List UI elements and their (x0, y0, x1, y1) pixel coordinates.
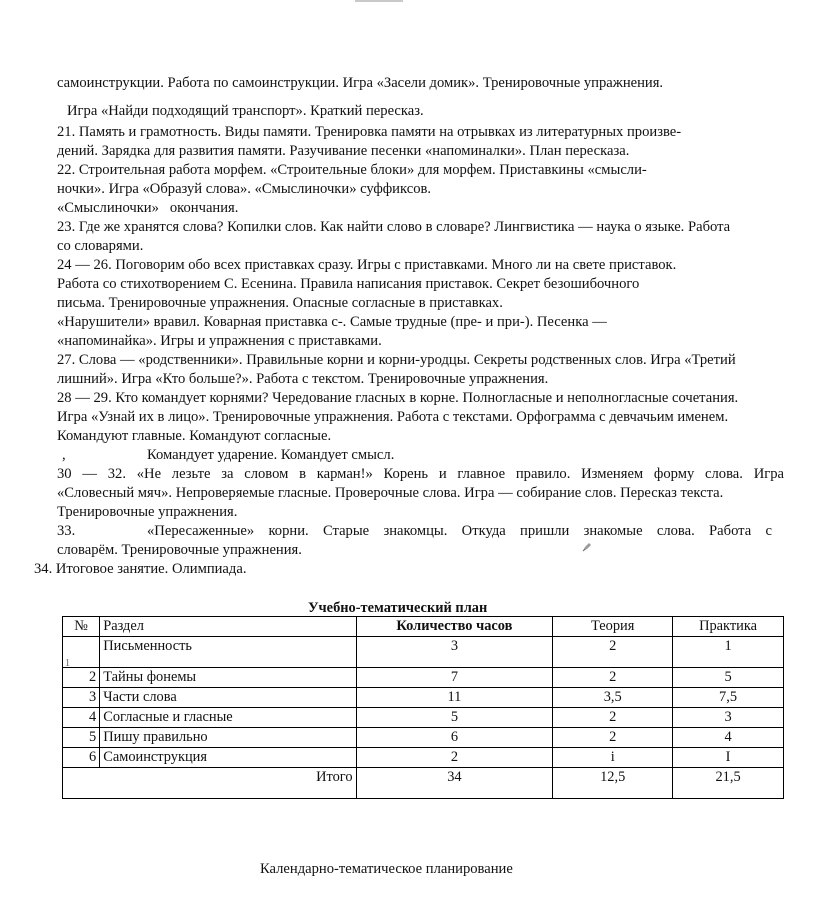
text-line-18: Игра «Узнай их в лицо». Тренировочные упражнения. Работа с текстами. Орфограмма с девчачьим именем. (57, 409, 729, 425)
row-theory: 2 (553, 728, 673, 748)
text-line-3: 21. Память и грамотность. Виды памяти. Тренировка памяти на отрывках из литературных произве- (57, 124, 682, 140)
row-practice: 1 (673, 637, 784, 668)
row-number: 2 (63, 668, 100, 688)
row-practice: 5 (673, 668, 784, 688)
row-theory: 2 (553, 668, 673, 688)
table-row (63, 748, 784, 768)
total-practice: 21,5 (673, 768, 784, 799)
text-line-6: ночки». Игра «Образуй слова». «Смыслиночки» суффиксов. (57, 181, 432, 197)
row-practice: 4 (673, 728, 784, 748)
row-hours: 2 (356, 748, 553, 768)
header-section: Раздел (100, 617, 356, 637)
pen-icon (582, 542, 592, 552)
total-theory: 12,5 (553, 768, 673, 799)
table-header-row (63, 617, 784, 637)
total-label: Итого (100, 768, 356, 799)
text-line-1: самоинструкции. Работа по самоинструкции. Игра «Засели домик». Тренировочные упражнения. (57, 75, 664, 91)
row-hours: 3 (356, 637, 553, 668)
text-line-2: Игра «Найди подходящий транспорт». Краткий пересказ. (67, 103, 424, 119)
header-practice: Практика (673, 617, 784, 637)
row-hours: 6 (356, 728, 553, 748)
text-line-10: 24 — 26. Поговорим обо всех приставках сразу. Игры с приставками. Много ли на свете приставок. (57, 257, 677, 273)
row-section: Письменность (100, 637, 356, 668)
row-number: 4 (63, 708, 100, 728)
header-theory: Теория (553, 617, 673, 637)
text-line-9: со словарями. (57, 238, 144, 254)
text-line-7: «Смыслиночки» окончания. (57, 200, 239, 216)
text-line-14: «напоминайка». Игры и упражнения с приставками. (57, 333, 382, 349)
text-line-5: 22. Строительная работа морфем. «Строительные блоки» для морфем. Приставкины «смысли- (57, 162, 647, 178)
text-line-25: словарём. Тренировочные упражнения. (57, 542, 302, 558)
row-section: Части слова (100, 688, 356, 708)
table-total-row (63, 768, 784, 799)
text-line-16: лишний». Игра «Кто больше?». Работа с текстом. Тренировочные упражнения. (57, 371, 549, 387)
row-practice: 3 (673, 708, 784, 728)
text-line-24-number: 33. (57, 523, 76, 539)
header-number: № (63, 617, 100, 637)
row-hours: 11 (356, 688, 553, 708)
table-row (63, 637, 784, 668)
row-theory: 2 (553, 637, 673, 668)
table-row (63, 708, 784, 728)
text-line-20: Командует ударение. Командует смысл. (147, 447, 395, 463)
table-row (63, 668, 784, 688)
text-line-11: Работа со стихотворением С. Есенина. Правила написания приставок. Секрет безошибочного (57, 276, 640, 292)
row-theory: 3,5 (553, 688, 673, 708)
text-line-4: дений. Зарядка для развития памяти. Разучивание песенки «напоминалки». План пересказа. (57, 143, 630, 159)
row-section: Тайны фонемы (100, 668, 356, 688)
total-hours: 34 (356, 768, 553, 799)
table-row (63, 728, 784, 748)
row-number: 5 (63, 728, 100, 748)
row-theory: 2 (553, 708, 673, 728)
text-line-19: Командуют главные. Командуют согласные. (57, 428, 332, 444)
text-line-8: 23. Где же хранятся слова? Копилки слов. Как найти слово в словаре? Лингвистика — наука о языке. Работа (57, 219, 731, 235)
row-practice: 7,5 (673, 688, 784, 708)
table-row (63, 688, 784, 708)
row-1-mark: 1 (65, 658, 70, 669)
text-line-23: Тренировочные упражнения. (57, 504, 238, 520)
text-line-12: письма. Тренировочные упражнения. Опасные согласные в приставках. (57, 295, 503, 311)
row-hours: 5 (356, 708, 553, 728)
text-line-20-comma: , (62, 447, 66, 463)
text-line-26: 34. Итоговое занятие. Олимпиада. (34, 561, 247, 577)
text-line-13: «Нарушители» вравил. Коварная приставка с-. Самые трудные (пре- и при-). Песенка — (57, 314, 607, 330)
text-line-15: 27. Слова — «родственники». Правильные корни и корни-уродцы. Секреты родственных слов. Игра «Третий (57, 352, 736, 368)
plan-caption: Учебно-тематический план (308, 600, 488, 616)
total-empty-cell (63, 768, 100, 799)
row-theory: i (553, 748, 673, 768)
text-line-21: 30 — 32. «Не лезьте за словом в карман!» Корень и главное правило. Изменяем форму слова. Игра (57, 466, 784, 482)
row-section: Самоинструкция (100, 748, 356, 768)
text-line-22: «Словесный мяч». Непроверяемые гласные. Проверочные слова. Игра — собирание слов. Пересказ текста. (57, 485, 724, 501)
row-hours: 7 (356, 668, 553, 688)
text-line-24: «Пересаженные» корни. Старые знакомцы. Откуда пришли знакомые слова. Работа с (147, 523, 772, 539)
row-number (63, 637, 100, 668)
page-top-mark (355, 0, 403, 2)
row-practice: I (673, 748, 784, 768)
row-section: Пишу правильно (100, 728, 356, 748)
row-number: 3 (63, 688, 100, 708)
plan-table (62, 616, 784, 799)
header-hours: Количество часов (356, 617, 553, 637)
calendar-plan-title: Календарно-тематическое планирование (260, 861, 513, 877)
row-section: Согласные и гласные (100, 708, 356, 728)
text-line-17: 28 — 29. Кто командует корнями? Чередование гласных в корне. Полногласные и неполногласные сочетания. (57, 390, 739, 406)
row-number: 6 (63, 748, 100, 768)
